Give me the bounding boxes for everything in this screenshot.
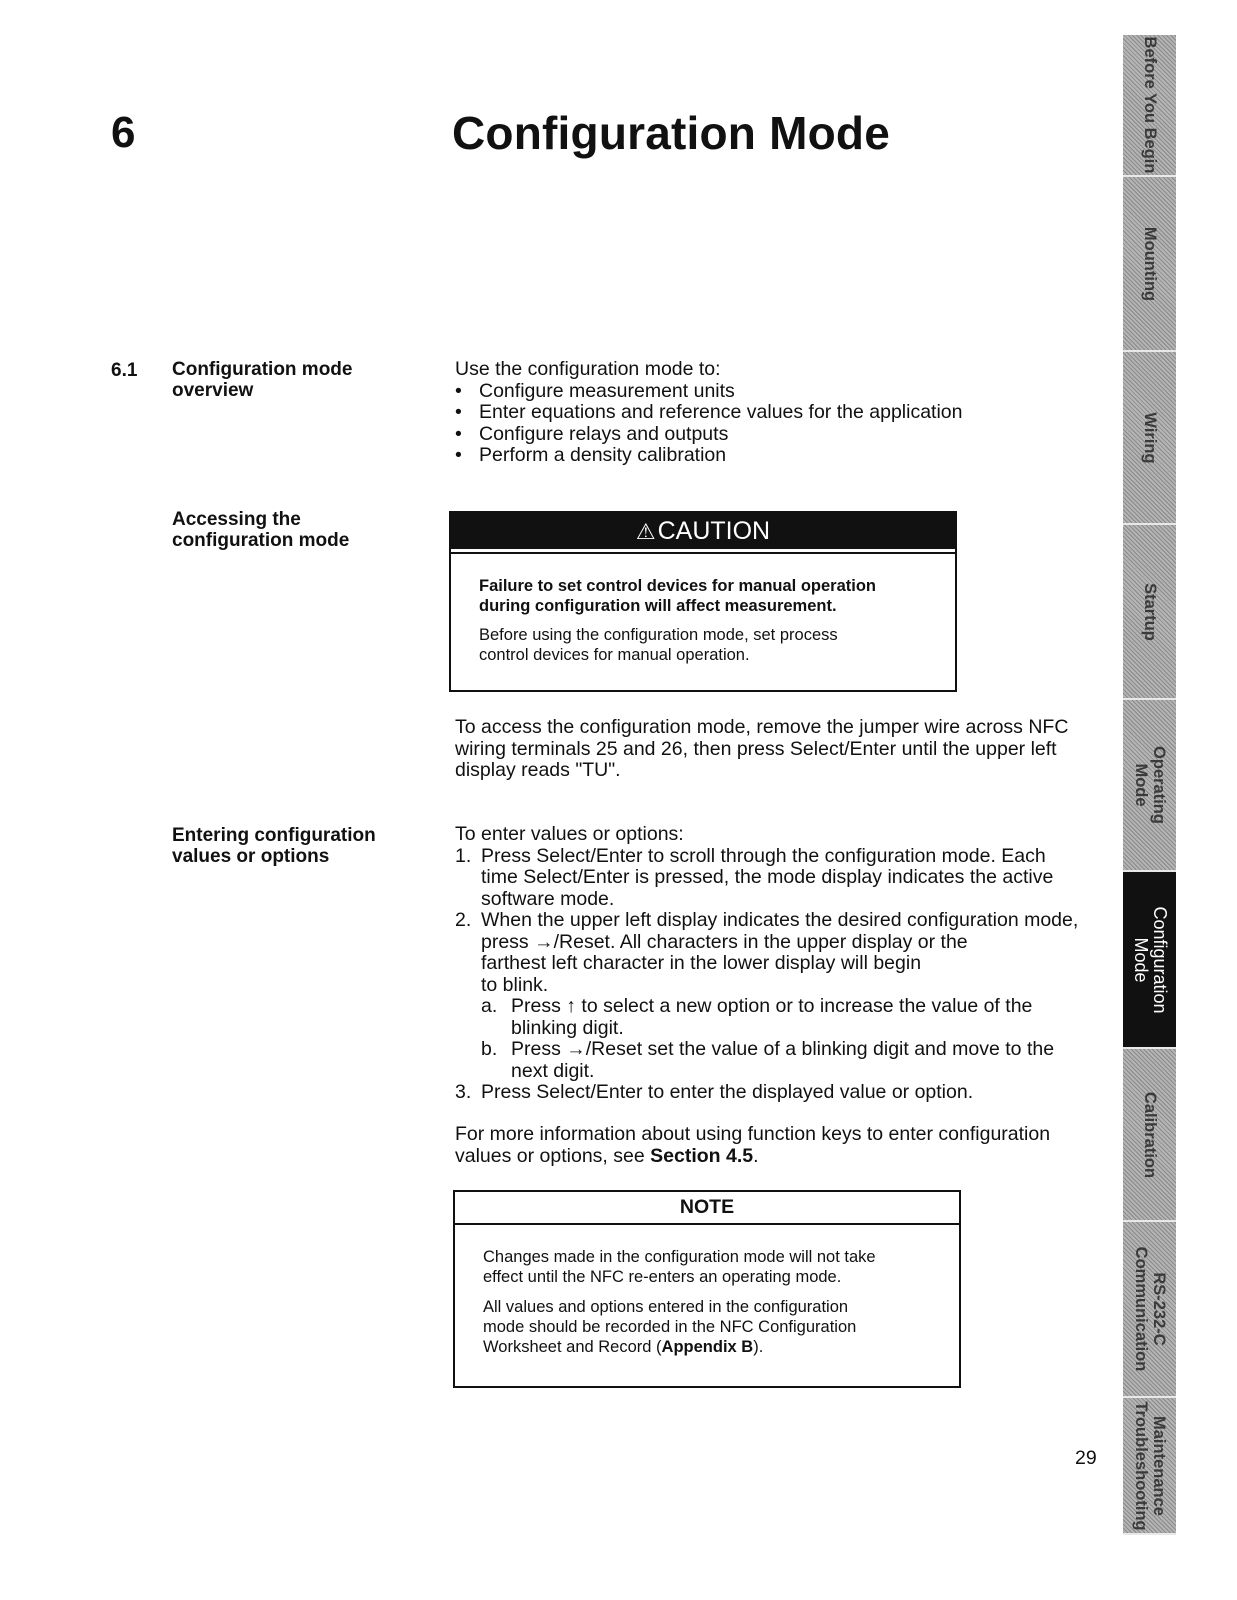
appendix-reference: Appendix B: [661, 1338, 754, 1356]
list-item: 2. When the upper left display indicates the desired configuration mode, press →/Reset. All characters in the upper display or the farthest left character in the lower display will begin to blink. a. Press ↑ to select a new option or to increase the value of the blinking digit. b. Press →/Reset set the value of a blinking digit and move to the next digit.: [455, 910, 1115, 1082]
steps-list: [455, 846, 1115, 1104]
overview-body: [455, 359, 1105, 467]
substeps-list: [481, 996, 1115, 1082]
caution-warning-text: Failure to set control devices for manual operation during configuration will affect measurement.: [479, 577, 876, 615]
tab-label: Startup: [1140, 582, 1159, 641]
list-item: 3. Press Select/Enter to enter the displayed value or option.: [455, 1081, 974, 1103]
tab-label: Maintenance Troubleshooting: [1131, 1400, 1168, 1531]
overview-intro: Use the configuration mode to:: [455, 358, 721, 380]
caution-instruction-text: Before using the configuration mode, set process control devices for manual operation.: [479, 626, 838, 664]
list-item: 1. Press Select/Enter to scroll through the configuration mode. Each time Select/Enter is pressed, the mode display indicates the active software mode.: [455, 844, 1054, 910]
caution-title: CAUTION: [657, 517, 771, 545]
overview-bullet-list: [455, 381, 1105, 467]
tab-label: Operating Mode: [1131, 746, 1168, 824]
tab-operating-mode[interactable]: [1123, 700, 1176, 872]
tab-label: RS-232-C Communication: [1131, 1246, 1168, 1372]
tab-mounting[interactable]: [1123, 177, 1176, 352]
chapter-number: 6: [111, 108, 136, 157]
note-title: NOTE: [455, 1192, 959, 1225]
list-item: b. Press →/Reset set the value of a blinking digit and move to the next digit.: [481, 1038, 1055, 1082]
more-info-paragraph: For more information about using function keys to enter configuration values or options, see Section 4.5.: [455, 1123, 1051, 1167]
note-box: [453, 1190, 961, 1388]
chapter-title: Configuration Mode: [452, 107, 890, 159]
tab-label: Before You Begin: [1140, 36, 1159, 174]
note-paragraph: All values and options entered in the configuration mode should be recorded in the NFC Configuration Worksheet and Record (Appendix B).: [483, 1298, 857, 1356]
tab-calibration[interactable]: [1123, 1049, 1176, 1222]
section-number: 6.1: [111, 360, 138, 381]
caution-box: [449, 511, 957, 692]
tab-configuration-mode[interactable]: [1123, 872, 1176, 1049]
section-heading-overview: Configuration mode overview: [172, 359, 353, 401]
tab-label: Wiring: [1140, 411, 1159, 464]
tab-label: Calibration: [1140, 1091, 1159, 1178]
tab-wiring[interactable]: [1123, 352, 1176, 525]
list-item: • Configure measurement units: [455, 381, 1105, 403]
section-heading-entering: Entering configuration values or options: [172, 825, 376, 867]
section-reference: Section 4.5: [650, 1144, 754, 1167]
tab-before-you-begin[interactable]: [1123, 35, 1176, 177]
entering-body: [455, 824, 1115, 1104]
tab-maintenance-troubleshooting[interactable]: [1123, 1398, 1176, 1535]
note-paragraph: Changes made in the configuration mode will not take effect until the NFC re-enters an operating mode.: [483, 1248, 876, 1286]
caution-header: [451, 513, 955, 552]
tab-startup[interactable]: [1123, 525, 1176, 700]
section-heading-accessing: Accessing the configuration mode: [172, 509, 350, 551]
page-number: 29: [1075, 1447, 1097, 1469]
tab-label: Configuration Mode: [1130, 905, 1170, 1014]
list-item: a. Press ↑ to select a new option or to increase the value of the blinking digit.: [481, 995, 1033, 1039]
list-item: • Perform a density calibration: [455, 445, 1105, 467]
tab-rs-232-c-communication[interactable]: [1123, 1222, 1176, 1398]
list-item: • Configure relays and outputs: [455, 424, 1105, 446]
tab-label: Mounting: [1140, 226, 1159, 301]
list-item: • Enter equations and reference values for the application: [455, 402, 1105, 424]
chapter-tabs: [1123, 35, 1176, 1535]
entering-intro: To enter values or options:: [455, 823, 684, 845]
warning-triangle-icon: ⚠: [635, 519, 656, 544]
access-paragraph: To access the configuration mode, remove the jumper wire across NFC wiring terminals 25 and 26, then press Select/Enter until the upper left display reads "TU".: [455, 716, 1069, 781]
